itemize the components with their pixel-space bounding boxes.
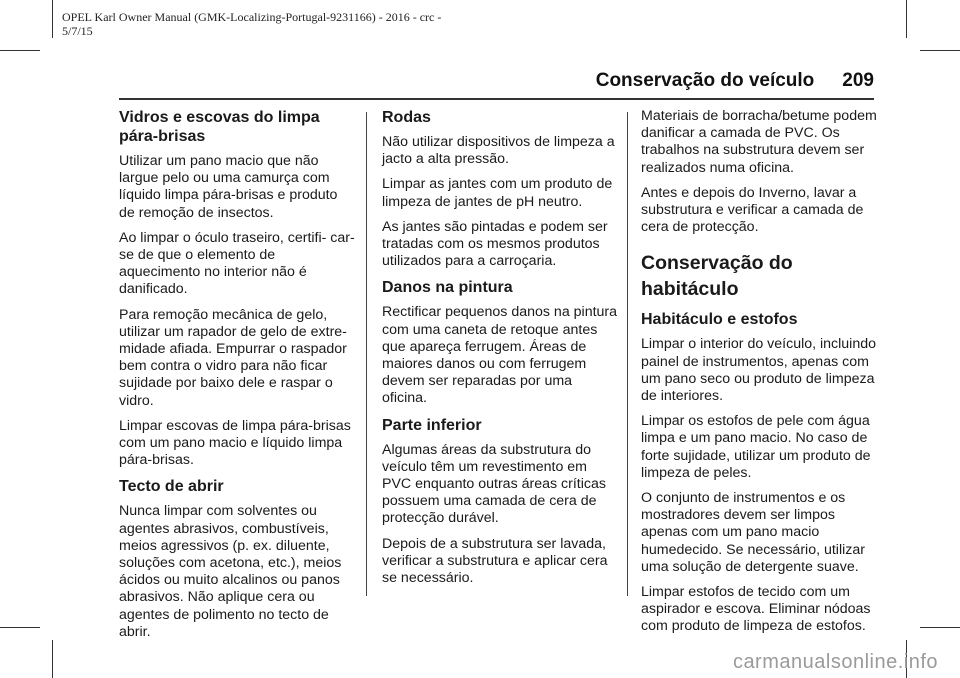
crop-mark-top-left-h <box>0 50 40 51</box>
crop-mark-bottom-left-h <box>0 627 40 628</box>
paragraph: Utilizar um pano macio que não largue pelo ou uma camurça com líquido limpa pára-brisas e produto de remoção de insectos. <box>119 153 338 221</box>
column-divider <box>627 112 628 596</box>
page-header <box>596 70 874 92</box>
section-title: Conservação do veículo <box>595 70 815 91</box>
column-3 <box>641 108 877 644</box>
print-metadata-line1: OPEL Karl Owner Manual (GMK-Localizing-Portugal-9231166) - 2016 - crc - <box>62 10 442 24</box>
heading-rodas: Rodas <box>382 109 431 126</box>
crop-mark-bottom-left-v <box>52 640 53 678</box>
header-rule <box>119 98 874 100</box>
crop-mark-bottom-right-h <box>920 627 960 628</box>
print-metadata <box>62 10 441 38</box>
paragraph: Limpar estofos de tecido com um aspirador e escova. Eliminar nódoas com produto de limpeza de estofos. <box>641 584 871 635</box>
watermark: carmanualsonline.info <box>732 651 938 673</box>
heading-tecto: Tecto de abrir <box>119 478 224 496</box>
paragraph: Para remoção mecânica de gelo, utilizar um rapador de gelo de extre- midade afiada. Empurrar o raspador bem contra o vidro para não ficar sujidade por baixo dele e raspar o vidro. <box>119 306 347 409</box>
paragraph: Materiais de borracha/betume podem danificar a camada de PVC. Os trabalhos na substrutura devem ser realizados numa oficina. <box>641 108 877 176</box>
paragraph: Algumas áreas da substrutura do veículo têm um revestimento em PVC enquanto outras áreas críticas possuem uma camada de cera de protecção durável. <box>382 441 606 527</box>
paragraph: O conjunto de instrumentos e os mostradores devem ser limpos apenas com um pano macio humedecido. Se necessário, utilizar uma solução de detergente suave. <box>641 490 865 575</box>
column-1 <box>119 108 355 649</box>
paragraph: Rectificar pequenos danos na pintura com uma caneta de retoque antes que apareça ferrugem. Áreas de maiores danos ou com ferrugem devem ser reparadas por uma oficina. <box>382 304 618 407</box>
column-2 <box>382 108 618 595</box>
paragraph: Limpar as jantes com um produto de limpeza de jantes de pH neutro. <box>382 176 613 210</box>
paragraph: Depois de a substrutura ser lavada, verificar a substrutura e aplicar cera se necessário. <box>382 535 608 587</box>
column-divider <box>366 112 367 596</box>
paragraph: Nunca limpar com solventes ou agentes abrasivos, combustíveis, meios agressivos (p. ex. diluente, soluções com acetona, etc.), meios ácidos ou muito alcalinos ou panos abrasivos. Não aplique cera ou agentes de polimento no tecto de abrir. <box>119 503 342 640</box>
paragraph: Limpar o interior do veículo, incluindo painel de instrumentos, apenas com um pano seco ou produto de limpeza de interiores. <box>641 336 877 405</box>
print-metadata-line2: 5/7/15 <box>62 24 93 38</box>
paragraph: As jantes são pintadas e podem ser tratadas com os mesmos produtos utilizados para a carroçaria. <box>382 218 608 270</box>
paragraph: Limpar os estofos de pele com água limpa e um pano macio. No caso de forte sujidade, utilizar um produto de limpeza de peles. <box>641 413 871 481</box>
heading-habitaculo-estofos: Habitáculo e estofos <box>641 311 798 329</box>
crop-mark-top-left-v <box>52 0 53 38</box>
paragraph: Não utilizar dispositivos de limpeza a jacto a alta pressão. <box>382 134 615 168</box>
paragraph: Antes e depois do Inverno, lavar a substrutura e verificar a camada de cera de protecção. <box>641 184 864 236</box>
crop-mark-top-right-h <box>920 50 960 51</box>
heading-vidros: Vidros e escovas do limpa pára-brisas <box>119 109 320 145</box>
heading-conservacao-habitaculo: Conservação do habitáculo <box>641 252 793 301</box>
crop-mark-top-right-v <box>906 0 907 38</box>
heading-danos: Danos na pintura <box>382 279 513 297</box>
paragraph: Limpar escovas de limpa pára-brisas com um pano macio e líquido limpa pára-brisas. <box>119 417 351 469</box>
page-number: 209 <box>842 70 874 91</box>
heading-parte-inferior: Parte inferior <box>382 416 482 434</box>
paragraph: Ao limpar o óculo traseiro, certifi- car-se de que o elemento de aquecimento no interior não é danificado. <box>119 229 355 298</box>
